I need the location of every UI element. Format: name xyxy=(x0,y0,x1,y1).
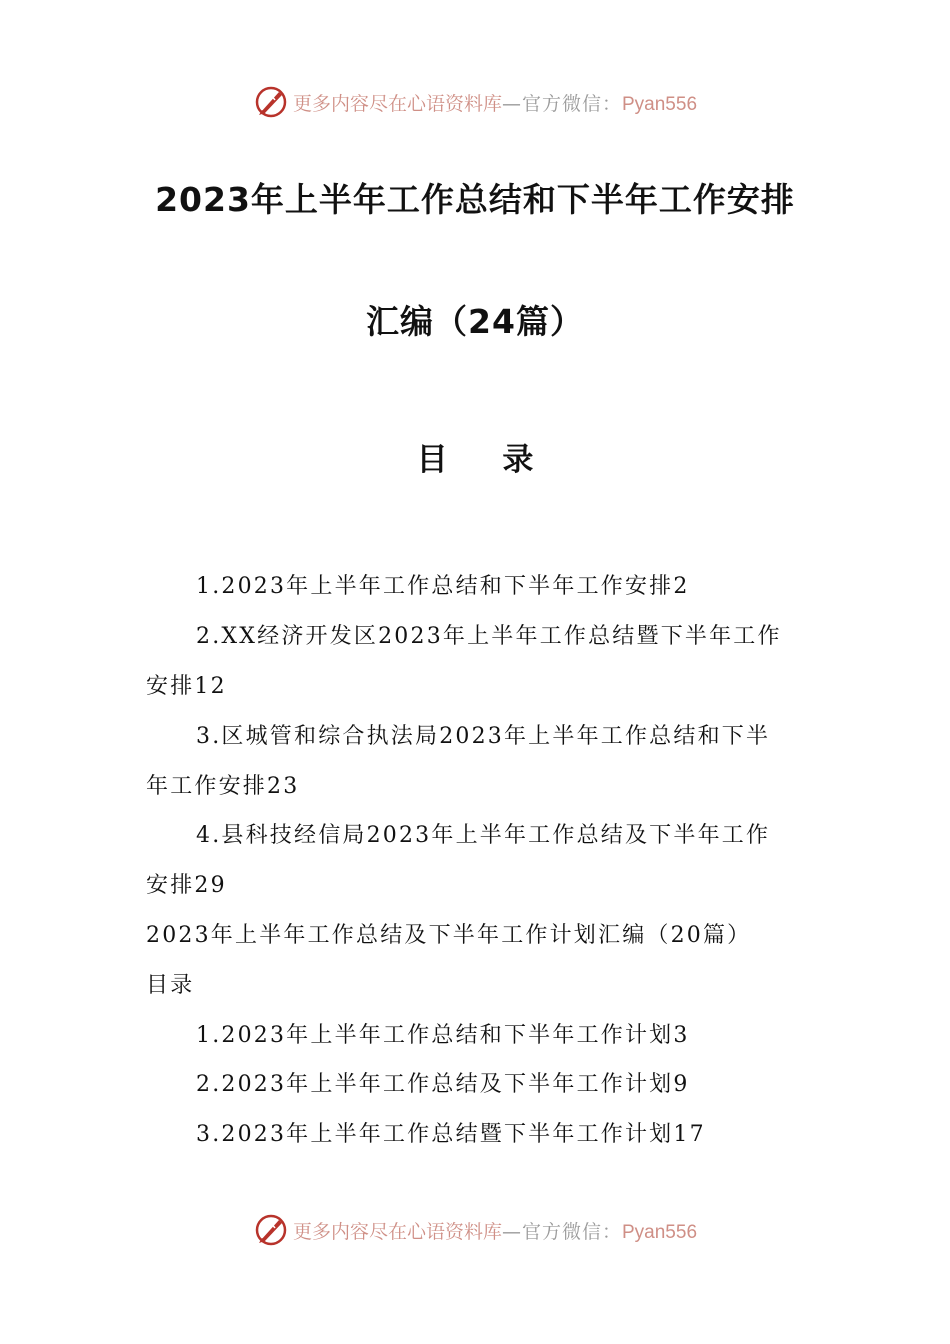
toc-entry: 4.县科技经信局2023年上半年工作总结及下半年工作 xyxy=(196,823,771,848)
watermark-wechat-id: Pyan556 xyxy=(622,93,698,115)
watermark-wechat-id: Pyan556 xyxy=(622,1221,698,1243)
sub-collection-title: 2023年上半年工作总结及下半年工作计划汇编（20篇） xyxy=(146,923,752,948)
watermark-text xyxy=(293,1217,697,1244)
toc-entry: 1.2023年上半年工作总结和下半年工作计划3 xyxy=(196,1023,690,1048)
document-title-line-1: 2023年上半年工作总结和下半年工作安排 xyxy=(155,180,795,219)
watermark-text xyxy=(293,89,697,116)
watermark-footer xyxy=(0,1210,950,1250)
pen-logo-icon xyxy=(253,1212,289,1248)
toc-entry: 2.2023年上半年工作总结及下半年工作计划9 xyxy=(196,1072,690,1097)
toc-entry: 1.2023年上半年工作总结和下半年工作安排2 xyxy=(196,574,690,599)
sub-collection-toc-heading: 目录 xyxy=(146,973,195,998)
toc-heading: 目 录 xyxy=(416,442,556,478)
toc-entry: 3.区城管和综合执法局2023年上半年工作总结和下半 xyxy=(196,724,771,749)
watermark-header xyxy=(0,82,950,122)
toc-entry-continuation: 安排29 xyxy=(146,873,227,898)
watermark-main-text: 更多内容尽在心语资料库 xyxy=(292,92,502,115)
watermark-sub-text: —官方微信： xyxy=(501,1220,622,1243)
toc-entry-continuation: 安排12 xyxy=(146,674,227,699)
pen-logo-icon xyxy=(253,84,289,120)
toc-entry: 3.2023年上半年工作总结暨下半年工作计划17 xyxy=(196,1122,706,1147)
toc-entry: 2.XX经济开发区2023年上半年工作总结暨下半年工作 xyxy=(196,624,782,649)
toc-entry-continuation: 年工作安排23 xyxy=(146,774,300,799)
watermark-main-text: 更多内容尽在心语资料库 xyxy=(292,1220,502,1243)
watermark-sub-text: —官方微信： xyxy=(501,92,622,115)
document-title-line-2: 汇编（24篇） xyxy=(366,302,584,341)
